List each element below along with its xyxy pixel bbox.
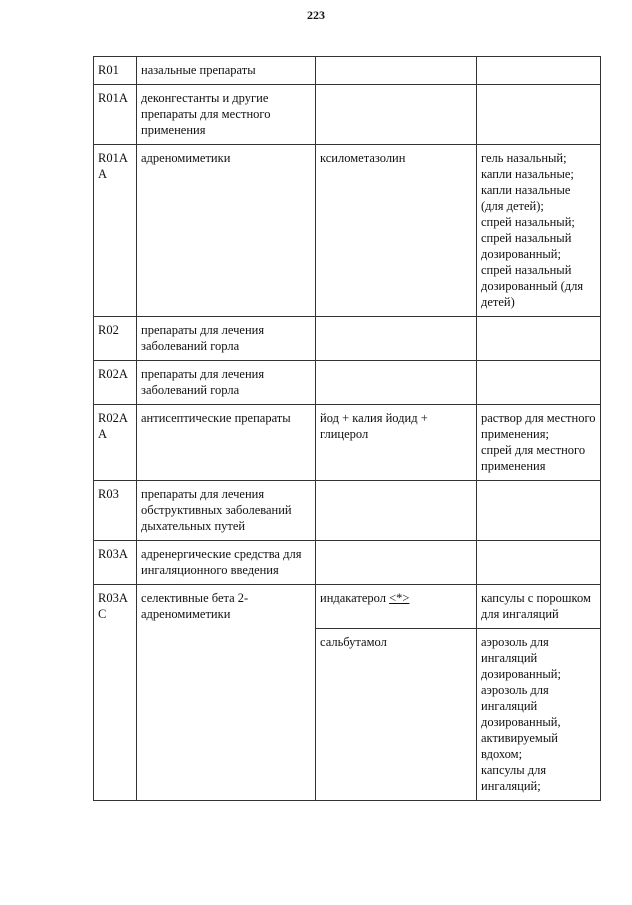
dosage-forms-cell	[477, 57, 601, 85]
drug-name-cell	[316, 317, 477, 361]
dosage-form: спрей для местного применения	[481, 443, 586, 473]
dosage-forms-cell	[477, 481, 601, 541]
table-row	[94, 481, 601, 541]
dosage-forms-cell	[477, 541, 601, 585]
pharmacological-group-cell: назальные препараты	[137, 57, 316, 85]
pharmacological-group-cell: препараты для лечения заболеваний горла	[137, 361, 316, 405]
drug-name: сальбутамол	[320, 635, 387, 649]
drug-name-cell	[316, 541, 477, 585]
drug-name-cell	[316, 481, 477, 541]
atc-code-cell: R01A	[94, 85, 137, 145]
table-row	[94, 57, 601, 85]
drug-name-cell	[316, 57, 477, 85]
page-number: 223	[307, 8, 325, 22]
table-row	[94, 541, 601, 585]
table-row	[94, 317, 601, 361]
drug-name-cell	[316, 85, 477, 145]
table-body	[94, 57, 601, 801]
dosage-form: капли назальные (для детей);	[481, 183, 571, 213]
table-row	[94, 361, 601, 405]
pharmacological-group-cell: антисептические препараты	[137, 405, 316, 481]
dosage-form: гель назальный;	[481, 151, 567, 165]
dosage-forms-cell	[477, 361, 601, 405]
table-row	[94, 85, 601, 145]
dosage-forms-cell	[477, 317, 601, 361]
dosage-form: аэрозоль для ингаляций дозированный, активируемый вдохом;	[481, 683, 561, 761]
dosage-forms-cell	[477, 629, 601, 801]
atc-code-cell: R01A A	[94, 145, 137, 317]
dosage-form: спрей назальный дозированный (для детей)	[481, 263, 584, 309]
atc-code-cell: R03A C	[94, 585, 137, 801]
drug-name: индакатерол	[320, 591, 386, 605]
drug-table	[93, 56, 601, 801]
atc-code-cell: R03	[94, 481, 137, 541]
pharmacological-group-cell: адренергические средства для ингаляционного введения	[137, 541, 316, 585]
footnote-marker[interactable]: <*>	[389, 591, 410, 605]
dosage-form: капли назальные;	[481, 167, 574, 181]
dosage-form: раствор для местного применения;	[481, 411, 596, 441]
dosage-form: капсулы для ингаляций;	[481, 763, 547, 793]
pharmacological-group-cell: препараты для лечения обструктивных заболеваний дыхательных путей	[137, 481, 316, 541]
drug-name-cell	[316, 361, 477, 405]
dosage-forms-cell	[477, 85, 601, 145]
atc-code-cell: R03A	[94, 541, 137, 585]
atc-code-cell: R01	[94, 57, 137, 85]
pharmacological-group-cell: адреномиметики	[137, 145, 316, 317]
dosage-form: аэрозоль для ингаляций дозированный;	[481, 635, 561, 681]
dosage-forms-cell	[477, 405, 601, 481]
drug-name-cell: ксилометазолин	[316, 145, 477, 317]
drug-name-cell	[316, 585, 477, 629]
atc-code-cell: R02A A	[94, 405, 137, 481]
dosage-form: спрей назальный дозированный;	[481, 231, 572, 261]
pharmacological-group-cell: деконгестанты и другие препараты для местного применения	[137, 85, 316, 145]
atc-code-cell: R02	[94, 317, 137, 361]
pharmacological-group-cell: препараты для лечения заболеваний горла	[137, 317, 316, 361]
atc-code-cell: R02A	[94, 361, 137, 405]
dosage-form: капсулы с порошком для ингаляций	[481, 591, 591, 621]
dosage-forms-cell	[477, 145, 601, 317]
table-row	[94, 585, 601, 629]
drug-name-cell: йод + калия йодид + глицерол	[316, 405, 477, 481]
dosage-form: спрей назальный;	[481, 215, 575, 229]
dosage-forms-cell	[477, 585, 601, 629]
table-row	[94, 145, 601, 317]
drug-name-cell	[316, 629, 477, 801]
table-row	[94, 405, 601, 481]
pharmacological-group-cell: селективные бета 2-адреномиметики	[137, 585, 316, 801]
